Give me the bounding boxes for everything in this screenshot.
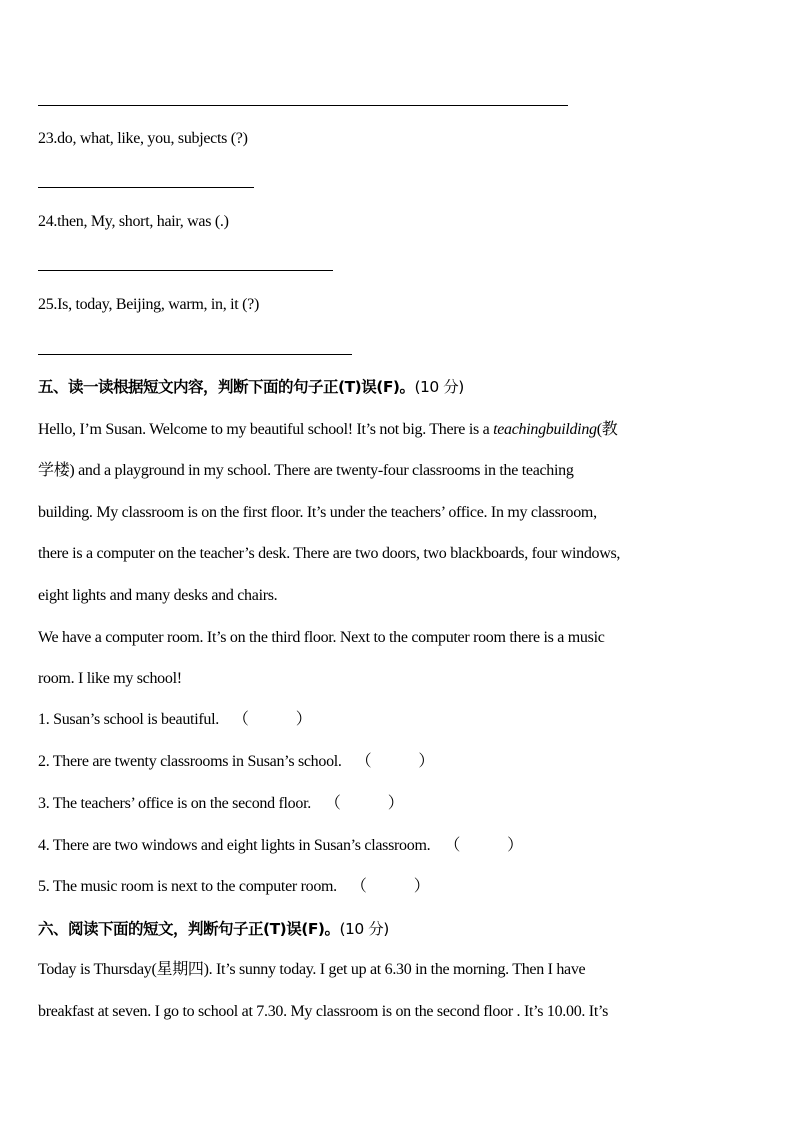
tf-question-5: [38, 877, 429, 897]
passage-italic-term: teachingbuilding: [493, 421, 597, 438]
passage-line: We have a computer room. It’s on the third floor. Next to the computer room there is a music: [38, 629, 605, 646]
answer-blank[interactable]: （ ）: [232, 711, 312, 728]
answer-line-24[interactable]: [38, 270, 333, 271]
question-text: 3. The teachers’ office is on the second floor.: [38, 795, 311, 812]
passage-line: Today is Thursday(星期四). It’s sunny today. I get up at 6.30 in the morning. Then I have: [38, 961, 586, 978]
question-number: 23.: [38, 130, 58, 147]
passage-text: Hello, I’m Susan. Welcome to my beautiful school! It’s not big. There is a: [38, 421, 494, 438]
heading-text: 六、阅读下面的短文，判断句子正(T)误(F)。: [38, 920, 340, 938]
question-25: [38, 295, 259, 315]
passage-line: eight lights and many desks and chairs.: [38, 587, 278, 604]
passage-line: breakfast at seven. I go to school at 7.30. My classroom is on the second floor . It’s 10.00. It’s: [38, 1003, 609, 1020]
question-words: then, My, short, hair, was (.): [57, 213, 229, 230]
passage-line: building. My classroom is on the first floor. It’s under the teachers’ office. In my classroom,: [38, 504, 597, 521]
passage-line: room. I like my school!: [38, 670, 182, 687]
passage-line: there is a computer on the teacher’s desk. There are two doors, two blackboards, four windows,: [38, 545, 621, 562]
heading-points: (10 分): [339, 920, 389, 938]
question-text: 4. There are two windows and eight lights in Susan’s classroom.: [38, 837, 431, 854]
passage-text: (教: [596, 421, 618, 438]
heading-text: 五、读一读根据短文内容，判断下面的句子正(T)误(F)。: [38, 378, 415, 396]
tf-question-4: [38, 836, 523, 856]
question-text: 1. Susan’s school is beautiful.: [38, 711, 219, 728]
question-words: do, what, like, you, subjects (?): [57, 130, 248, 147]
section-5-heading: [38, 377, 464, 397]
question-number: 24.: [38, 213, 58, 230]
answer-line-25[interactable]: [38, 354, 352, 355]
answer-blank[interactable]: （ ）: [355, 753, 435, 770]
answer-line-23[interactable]: [38, 187, 254, 188]
question-23: [38, 129, 248, 149]
question-words: Is, today, Beijing, warm, in, it (?): [57, 296, 260, 313]
answer-line-22[interactable]: [38, 105, 568, 106]
answer-blank[interactable]: （ ）: [324, 795, 404, 812]
tf-question-2: [38, 752, 434, 772]
question-text: 5. The music room is next to the computer room.: [38, 878, 337, 895]
section-6-heading: [38, 919, 389, 939]
heading-points: (10 分): [414, 378, 464, 396]
answer-blank[interactable]: （ ）: [350, 878, 430, 895]
passage-line: [38, 420, 617, 440]
passage-line: 学楼) and a playground in my school. There are twenty-four classrooms in the teaching: [38, 462, 574, 479]
question-24: [38, 212, 229, 232]
tf-question-3: [38, 794, 403, 814]
question-number: 25.: [38, 296, 58, 313]
answer-blank[interactable]: （ ）: [444, 837, 523, 854]
tf-question-1: [38, 710, 311, 730]
question-text: 2. There are twenty classrooms in Susan’s school.: [38, 753, 342, 770]
